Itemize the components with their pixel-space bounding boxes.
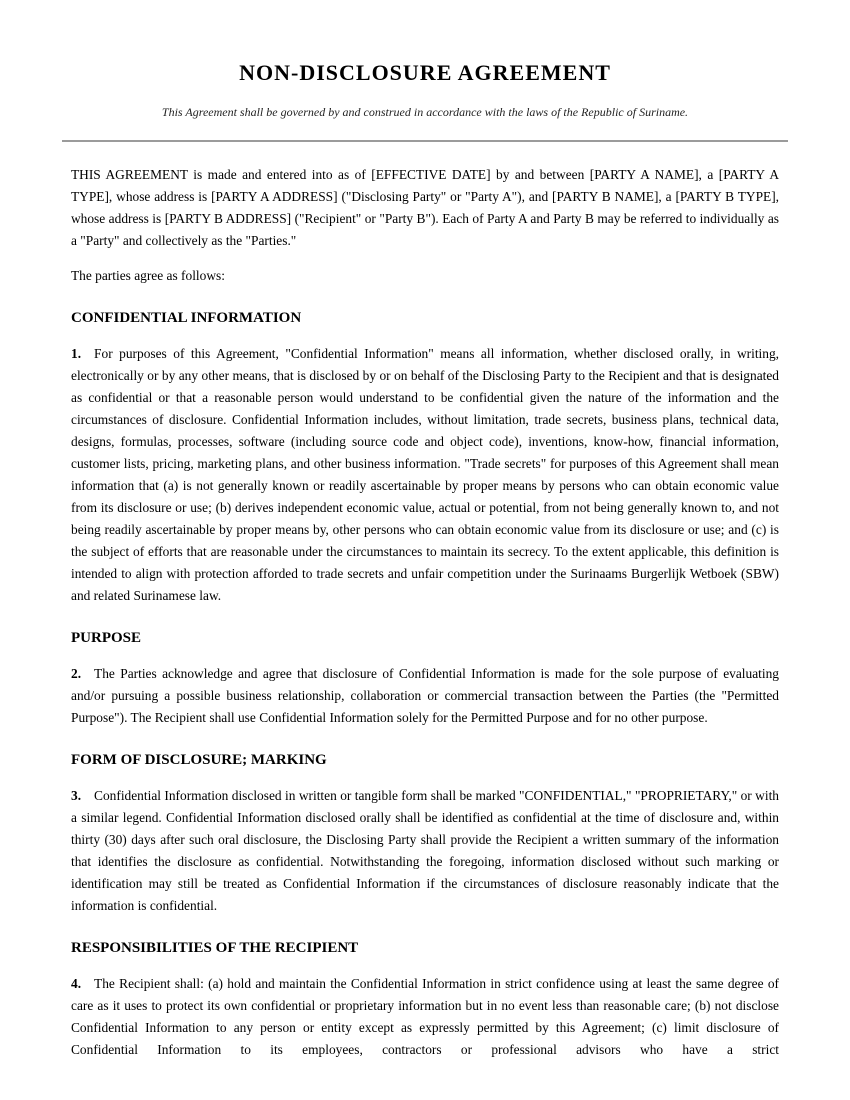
clause-3-paragraph (71, 785, 779, 917)
clause-3-text: Confidential Information disclosed in written or tangible form shall be marked "CONFIDENTIAL," "PROPRIETARY," or with a similar legend. Confidential Information disclosed orally shall be identified as confidential at the time of disclosure and, within thirty (30) days after such oral disclosure, the Disclosing Party shall provide the Recipient a written summary of the information that identifies the disclosure as confidential. Notwithstanding the foregoing, information disclosed without such marking or identification may still be treated as Confidential Information if the circumstances of disclosure reasonably indicate that the information is confidential. (71, 788, 779, 913)
horizontal-divider (62, 140, 788, 142)
section-heading-confidential-information: CONFIDENTIAL INFORMATION (71, 310, 302, 326)
document-title: NON-DISCLOSURE AGREEMENT (239, 60, 611, 85)
clause-2-text: The Parties acknowledge and agree that disclosure of Confidential Information is made for the sole purpose of evaluating and/or pursuing a possible business relationship, collaboration or commercial transaction between the Parties (the "Permitted Purpose"). The Recipient shall use Confidential Information solely for the Permitted Purpose and for no other purpose. (71, 666, 779, 725)
clause-1-paragraph (71, 343, 779, 607)
clause-1-text: For purposes of this Agreement, "Confidential Information" means all information, whether disclosed orally, in writing, electronically or by any other means, that is disclosed by or on behalf of the Disclosing Party to the Recipient and that is designated as confidential or that a reasonable person would understand to be confidential given the nature of the information and the circumstances of disclosure. Confidential Information includes, without limitation, trade secrets, business plans, technical data, designs, formulas, processes, software (including source code and object code), inventions, know-how, financial information, customer lists, pricing, marketing plans, and other business information. "Trade secrets" for purposes of this Agreement shall mean information that (a) is not generally known or readily ascertainable by proper means by persons who can obtain economic value from its disclosure or use; (b) derives independent economic value, actual or potential, from not being generally known to, and not being readily ascertainable by proper means by, other persons who can obtain economic value from its disclosure or use; and (c) is the subject of efforts that are reasonable under the circumstances to maintain its secrecy. To the extent applicable, this definition is intended to align with protection afforded to trade secrets and unfair competition under the Surinaams Burgerlijk Wetboek (SBW) and related Surinamese law. (71, 346, 779, 603)
clause-2-paragraph (71, 663, 779, 729)
section-heading-responsibilities-of-recipient: RESPONSIBILITIES OF THE RECIPIENT (71, 940, 359, 956)
section-heading-form-of-disclosure: FORM OF DISCLOSURE; MARKING (71, 752, 327, 768)
preamble-paragraph: THIS AGREEMENT is made and entered into as of [EFFECTIVE DATE] by and between [PARTY A NAME], a [PARTY A TYPE], whose address is [PARTY A ADDRESS] ("Disclosing Party" or "Party A"), and [PARTY B NAME], a [PARTY B TYPE], whose address is [PARTY B ADDRESS] ("Recipient" or "Party B"). Each of Party A and Party B may be referred to individually as a "Party" and collectively as the "Parties." (71, 167, 779, 248)
recitals-lead-in: The parties agree as follows: (71, 268, 225, 283)
clause-4-number: 4. (71, 976, 82, 991)
clause-2-number: 2. (71, 666, 82, 681)
clause-3-number: 3. (71, 788, 82, 803)
clause-4-paragraph (71, 973, 779, 1061)
clause-1-number: 1. (71, 346, 82, 361)
governing-law-note: This Agreement shall be governed by and construed in accordance with the laws of the Republic of Suriname. (161, 105, 689, 119)
clause-4-text: The Recipient shall: (a) hold and maintain the Confidential Information in strict confidence using at least the same degree of care as it uses to protect its own confidential or proprietary information but in no event less than reasonable care; (b) not disclose Confidential Information to any person or entity except as expressly permitted by this Agreement; (c) limit disclosure of Confidential Information to its employees, contractors or professional advisors who have a strict (71, 976, 779, 1057)
section-heading-purpose: PURPOSE (71, 630, 142, 646)
